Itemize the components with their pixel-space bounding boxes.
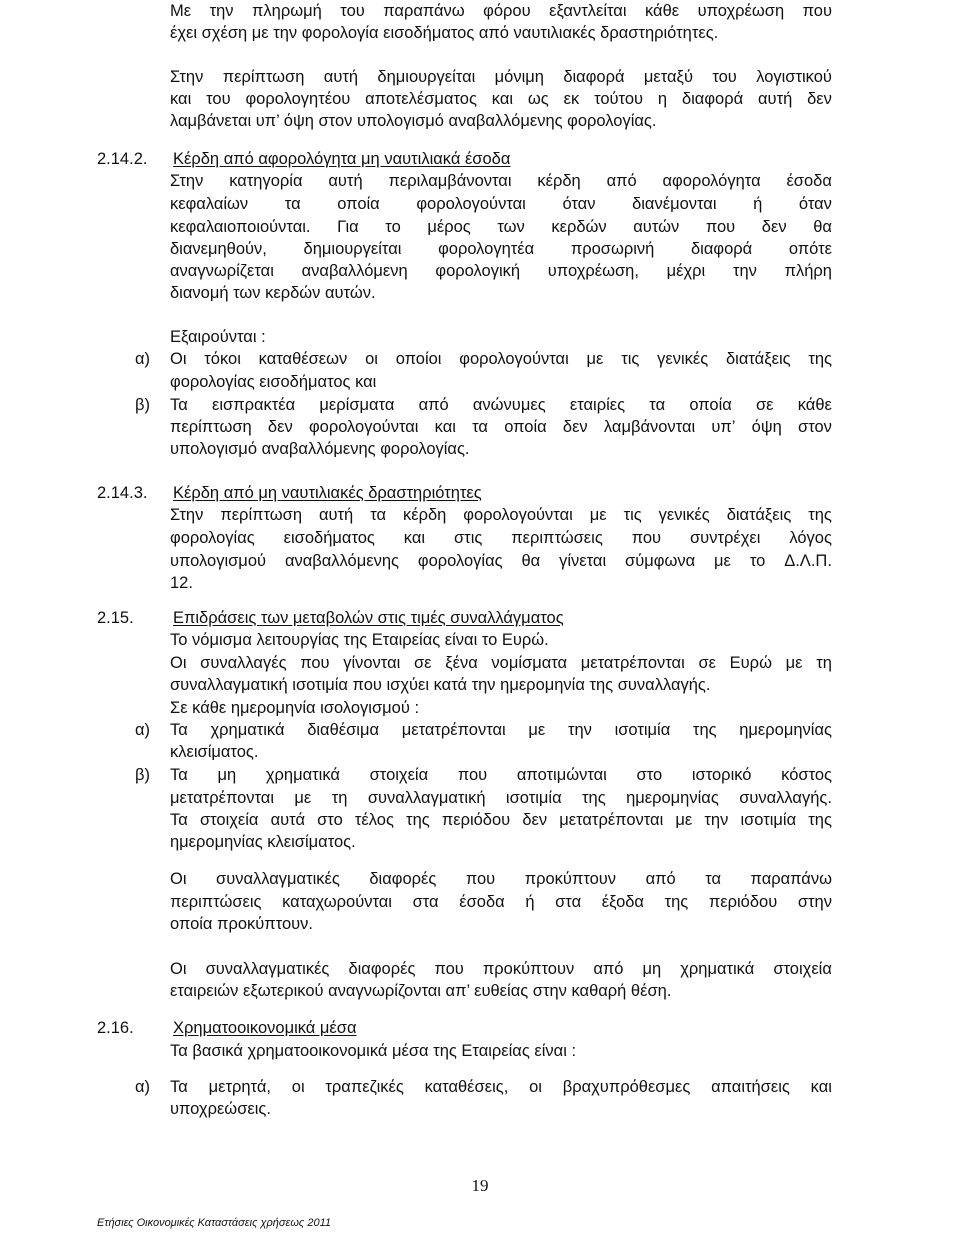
word: μέρος [427,218,471,236]
word: κάθε [797,396,832,414]
word: το [385,218,401,236]
word: αναβαλλόμενης [284,552,399,570]
word: Οι [170,870,187,888]
word: συντρέχει [690,529,761,547]
list-item-line: ημερομηνίας κλεισίματος. [170,833,356,851]
word: αυτή [758,90,793,108]
section-heading: Χρηματοοικονομικά μέσα [173,1019,357,1037]
word: παραπάνω [750,870,832,888]
word: περίπτωση [170,418,252,436]
word: θα [813,218,832,236]
word: γίνεται [559,552,607,570]
word: που [631,529,662,547]
intro-line [170,66,832,88]
word: από [606,172,637,190]
body-line [170,193,832,215]
word: του [206,90,231,108]
word: περιπτώσεις [511,529,603,547]
word: όταν [562,195,596,213]
word: ισοτιμία [740,811,797,829]
word: οι [529,1078,542,1096]
list-marker: β) [135,396,150,414]
intro-line: έχει σχέση με την φορολογία εισοδήματος από ναυτιλιακές δραστηριότητες. [170,24,719,42]
word: αυτών [633,218,680,236]
word: μη [642,960,662,978]
word: πληρωμή [252,2,322,20]
word: υπολογισμού [170,552,267,570]
word: αυτή [328,172,363,190]
word: την [732,262,757,280]
word: καταθέσεων [258,350,348,368]
word: ως [527,90,549,108]
word: μετατρέπονται [170,789,275,807]
body-line [170,170,832,192]
word: φορολογούνται [308,418,419,436]
section-number: 2.14.2. [97,150,148,168]
word: χρηματικά [680,960,755,978]
word: οπότε [788,240,832,258]
list-item-line: υποχρεώσεις. [170,1100,271,1118]
word: που [434,960,464,978]
word: φορολογητέου [245,90,351,108]
word: τη [816,654,832,672]
word: κερδών [551,218,607,236]
word: από [645,870,676,888]
list-marker: β) [135,766,150,784]
word: με [294,789,312,807]
word: μετατρέπονται [401,721,506,739]
word: δημιουργείται [377,68,476,86]
word: Τα [170,1078,188,1096]
word: Στην [170,506,204,524]
word: γίνονται [343,654,401,672]
word: αυτή [323,68,359,86]
list-item-line [170,394,832,416]
word: στο [636,766,663,784]
word: με [528,721,546,739]
word: με [675,811,693,829]
word: περιόδου [708,893,778,911]
body-line: 12. [170,574,193,592]
word: φορολογούνται [459,350,569,368]
word: κεφαλαιοποιούνται. [170,218,311,236]
intro-line [170,0,832,22]
word: κόστος [781,766,832,784]
word: συναλλαγές [200,654,287,672]
word: πλήρη [784,262,832,280]
footer-text: Ετήσιες Οικονομικές Καταστάσεις χρήσεως 2011 [97,1217,331,1229]
list-marker: α) [135,1078,151,1096]
word: δεν [267,418,293,436]
list-item-line [170,1076,832,1098]
word: διατάξεις [726,506,792,524]
word: συναλλαγματική [367,789,486,807]
word: περίπτωση [222,68,305,86]
word: περιλαμβάνονται [388,172,512,190]
word: ημερομηνίας [739,721,832,739]
word: τις [621,350,640,368]
word: Οι [170,654,187,672]
body-line [170,260,832,282]
word: απαιτήσεις [711,1078,790,1096]
word: βραχυπρόθεσμες [562,1078,691,1096]
word: με [785,654,803,672]
word: και [434,418,456,436]
word: λογιστικού [756,68,832,86]
word: στοιχεία [199,811,259,829]
word: ημερομηνίας [626,789,719,807]
list-item-line [170,416,832,438]
list-item-line [170,764,832,786]
word: τις [623,506,642,524]
word: και [810,1078,832,1096]
word: προκύπτουν [524,870,617,888]
word: συναλλαγματικές [216,870,340,888]
word: ισοτιμία [505,789,562,807]
word: και [491,90,514,108]
word: έσοδα [786,172,832,190]
word: δημιουργείται [303,240,402,258]
list-item-line: φορολογίας εισοδήματος και [170,373,377,391]
word: στην [797,893,832,911]
word: οι [291,1078,305,1096]
body-line [170,527,832,549]
word: η [657,90,668,108]
word: τα [370,506,387,524]
word: Στην [170,68,204,86]
word: Οι [170,960,187,978]
list-item-line: κλεισίματος. [170,743,259,761]
body-line [170,550,832,572]
word: κεφαλαίων [170,195,249,213]
word: με [714,552,731,570]
word: τραπεζικές [325,1078,404,1096]
word: κατηγορία [229,172,303,190]
word: αφορολόγητα [662,172,761,190]
word: μετρητά, [208,1078,271,1096]
word: σε [413,654,432,672]
word: διαφορά [690,240,753,258]
word: ανώνυμες [472,396,546,414]
word: στις [454,529,483,547]
word: εισοδήματος [283,529,375,547]
word: υπ’ [711,418,736,436]
word: διαφορές [369,870,437,888]
word: των [497,218,525,236]
word: τα [284,195,301,213]
word: καταθέσεις, [424,1078,509,1096]
word: έσοδα [459,893,505,911]
word: την [704,811,729,829]
word: σύμφωνα [625,552,696,570]
word: Τα [170,721,188,739]
word: αποτελέσματος [365,90,477,108]
word: φόρου [483,2,531,20]
word: διανέμονται [632,195,717,213]
word: την [567,721,592,739]
word: τα [472,418,488,436]
word: που [465,870,496,888]
body-line [170,958,832,980]
body-line: συναλλαγματική ισοτιμία που ισχύει κατά την ημερομηνία της συναλλαγής. [170,676,711,694]
intro-line [170,88,832,110]
word: Τα [170,396,188,414]
word: μόνιμη [494,68,544,86]
word: με [586,350,604,368]
word: διαθέσιμα [307,721,380,739]
word: τα [705,870,722,888]
word: εισπρακτέα [212,396,296,414]
word: διανεμηθούν, [170,240,267,258]
word: τη [331,789,348,807]
word: Στην [170,172,204,190]
word: περιόδου [441,811,511,829]
word: της [692,721,717,739]
word: του [712,68,737,86]
body-line: διανομή των κερδών αυτών. [170,284,376,302]
body-line [170,891,832,913]
word: προσωρινή [570,240,655,258]
word: περιπτώσεις [170,893,262,911]
word: εταιρίες [569,396,626,414]
word: παραπάνω [383,2,465,20]
word: Ευρώ [729,654,772,672]
body-line: Το νόμισμα λειτουργίας της Εταιρείας είναι το Ευρώ. [170,631,549,649]
word: δεν [562,418,588,436]
section-heading: Κέρδη από μη ναυτιλιακές δραστηριότητες [173,484,482,502]
word: στο [317,811,343,829]
exceptions-label: Εξαιρούνται : [170,328,266,346]
word: τούτου [594,90,644,108]
word: στα [412,893,439,911]
word: οποία [337,195,380,213]
word: οποία [504,418,547,436]
word: της [808,506,832,524]
section-heading: Επιδράσεις των μεταβολών στις τιμές συναλλάγματος [173,609,564,627]
word: σε [698,654,716,672]
body-line: εταιρειών εξωτερικού αναγνωρίζονται απ’ ευθείας στην καθαρή θέση. [170,982,672,1000]
word: δεν [761,218,787,236]
word: εξαντλείται [549,2,627,20]
word: περίπτωση [220,506,303,524]
body-line: Τα βασικά χρηματοοικονομικά μέσα της Εταιρείας είναι : [170,1042,577,1060]
word: χρηματικά [265,766,340,784]
word: που [300,654,330,672]
word: ιστορικό [691,766,752,784]
word: μετατρέπονται [559,811,664,829]
word: γενικές [658,506,710,524]
word: γενικές [657,350,709,368]
word: που [457,766,488,784]
word: ισοτιμία [614,721,671,739]
list-item-line [170,348,832,370]
word: της [406,811,430,829]
word: αποτιμώνται [516,766,607,784]
word: τα [649,396,666,414]
word: χρηματικά [210,721,285,739]
word: με [589,506,607,524]
page-number: 19 [471,1176,489,1195]
list-item-line: υπολογισμό αναβαλλόμενης φορολογίας. [170,440,470,458]
word: κάθε [644,2,680,20]
word: συναλλαγής. [739,789,832,807]
list-marker: α) [135,721,151,739]
word: φορολογούνται [416,195,526,213]
word: τόκοι [204,350,241,368]
word: Για [337,218,359,236]
word: της [808,811,832,829]
word: σε [756,396,774,414]
word: που [705,218,736,236]
word: που [802,2,832,20]
word: νομίσματα [491,654,568,672]
word: μη [217,766,237,784]
word: μερίσματα [319,396,395,414]
word: υποχρέωση, [547,262,639,280]
body-line [170,216,832,238]
word: ή [525,893,535,911]
word: διαφορές [348,960,416,978]
word: κέρδη [402,506,447,524]
word: δεν [522,811,548,829]
body-line: Σε κάθε ημερομηνία ισολογισμού : [170,699,420,717]
word: Με [170,2,192,20]
word: στοιχεία [369,766,429,784]
word: της [582,789,606,807]
word: Τα [170,766,188,784]
word: φορολογητέα [438,240,535,258]
word: του [340,2,365,20]
body-line [170,504,832,526]
intro-line: λαμβάνεται υπ’ όψη στον υπολογισμό αναβαλλόμενης φορολογίας. [170,112,657,130]
word: διαφορά [563,68,625,86]
word: από [593,960,624,978]
word: το [749,552,766,570]
word: φορολογίας [170,529,255,547]
word: ή [753,195,763,213]
word: καταχωρούνται [282,893,392,911]
word: από [418,396,449,414]
section-heading: Κέρδη από αφορολόγητα μη ναυτιλιακά έσοδα [173,150,511,168]
section-number: 2.16. [97,1019,134,1037]
word: φορολογική [435,262,521,280]
word: αναβαλλόμενη [301,262,408,280]
word: μεταξύ [643,68,693,86]
word: κέρδη [537,172,581,190]
list-item-line [170,809,832,831]
word: δεν [807,90,832,108]
word: Δ.Λ.Π. [784,552,832,570]
word: φορολογίας [417,552,503,570]
word: υποχρέωση [697,2,785,20]
word: Οι [170,350,187,368]
word: στα [555,893,582,911]
section-number: 2.15. [97,609,134,627]
word: οι [365,350,378,368]
word: μετατρέπονται [580,654,685,672]
word: αυτή [318,506,354,524]
word: μέχρι [666,262,706,280]
word: της [664,893,689,911]
word: την [209,2,234,20]
word: στοιχεία [773,960,832,978]
word: ξένα [445,654,478,672]
word: συναλλαγματικές [205,960,330,978]
word: οποίοι [395,350,442,368]
body-line [170,868,832,890]
word: έξοδα [601,893,644,911]
word: όταν [798,195,832,213]
body-line [170,238,832,260]
word: λαμβάνονται [603,418,696,436]
body-line [170,652,832,674]
list-item-line [170,719,832,741]
word: στον [798,418,832,436]
word: λόγος [789,529,832,547]
word: και [170,90,192,108]
word: φορολογούνται [463,506,573,524]
body-line: οποία προκύπτουν. [170,915,313,933]
word: Τα [170,811,188,829]
word: όψη [751,418,782,436]
word: και [403,529,426,547]
word: θα [521,552,541,570]
word: εκ [563,90,580,108]
section-number: 2.14.3. [97,484,148,502]
list-marker: α) [135,350,151,368]
list-item-line [170,787,832,809]
word: διαφορά [681,90,744,108]
word: διατάξεις [725,350,791,368]
word: αυτά [270,811,305,829]
word: αναγνωρίζεται [170,262,274,280]
word: οποία [689,396,732,414]
word: προκύπτουν [482,960,575,978]
word: της [808,350,832,368]
word: τέλος [354,811,394,829]
